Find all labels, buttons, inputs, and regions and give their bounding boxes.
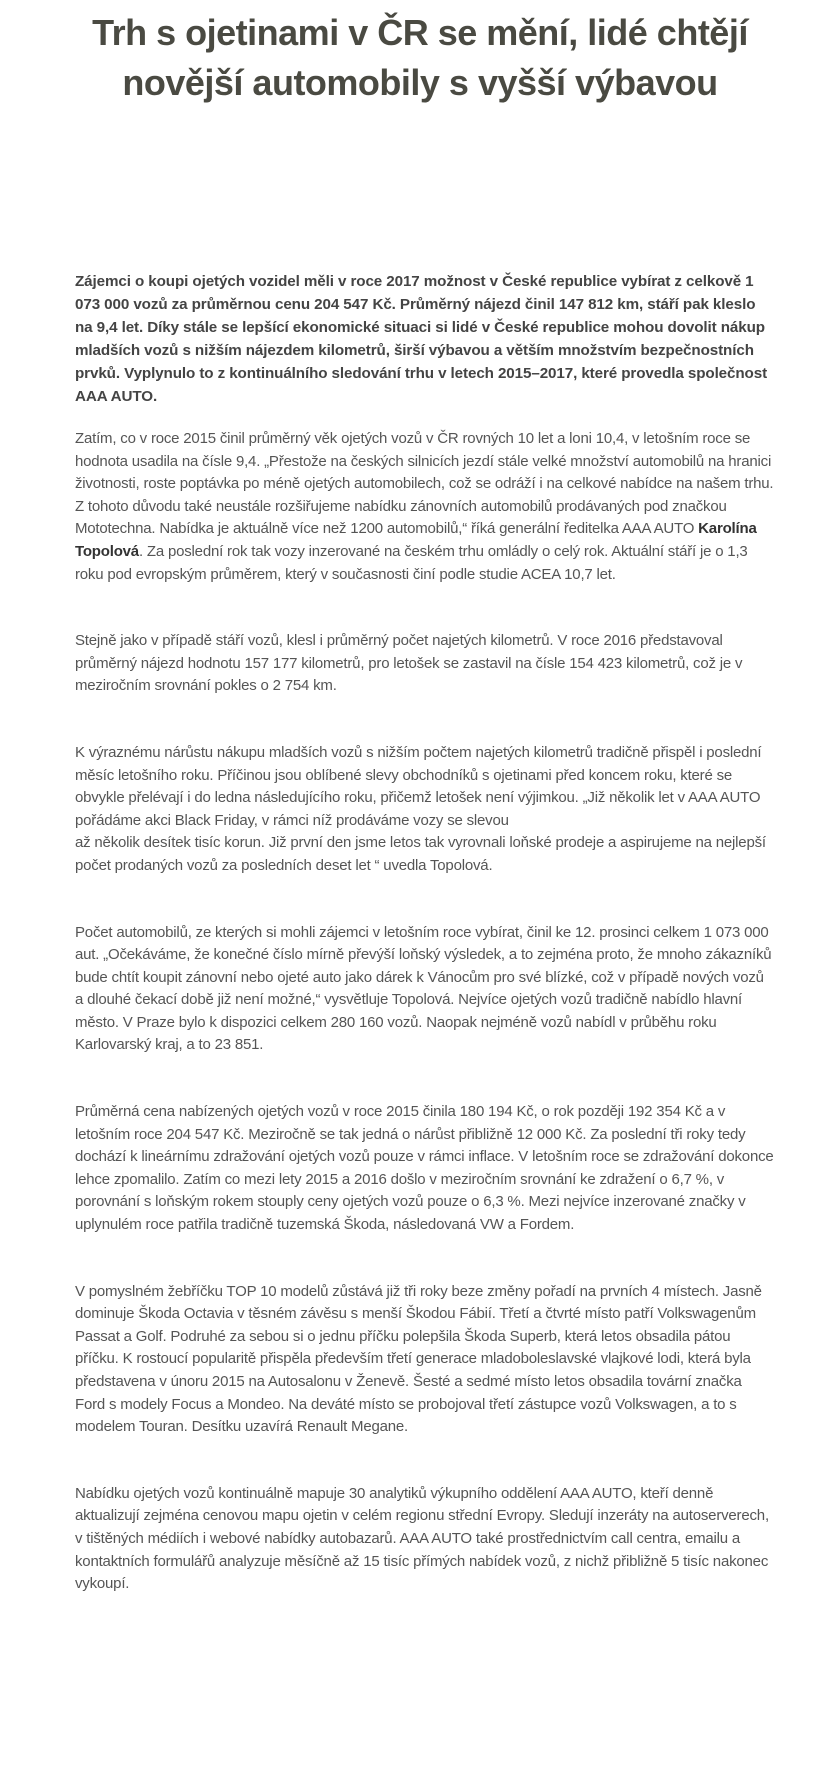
paragraph-prices: Průměrná cena nabízených ojetých vozů v roce 2015 činila 180 194 Kč, o rok později 192 354 Kč a v letošním roce 204 547 Kč. Meziročně se tak jedná o nárůst přibližně 12 000 Kč. Za poslední tři roky tedy dochází k lineárnímu zdražování ojetých vozů pouze v rámci inflace. V letošním roce se zdražování dokonce lehce zpomalilo. Zatím co mezi lety 2015 a 2016 došlo v meziročním srovnání ke zdražení o 6,7 %, v porovnání s loňským rokem stouply ceny ojetých vozů pouze o 6,3 %. Mezi nejvíce inzerované značky v uplynulém roce patřila tradičně tuzemská Škoda, následovaná VW a Fordem. xyxy=(75,1103,774,1234)
paragraph-analysts: Nabídku ojetých vozů kontinuálně mapuje 30 analytiků výkupního oddělení AAA AUTO, kteří denně aktualizují zejména cenovou mapu ojetin v celém regionu střední Evropy. Sledují inzeráty na autoserverech, v tištěných médiích i webové nabídky autobazarů. AAA AUTO také prostřednictvím call centra, emailu a kontaktních formulářů analyzuje měsíčně až 15 tisíc přímých nabídek vozů, z nichž přibližně 5 tisíc nakonec vykoupí. xyxy=(75,1484,769,1593)
paragraph-offer-count: Počet automobilů, ze kterých si mohli zájemci v letošním roce vybírat, činil ke 12. prosinci celkem 1 073 000 aut. „Očekáváme, že konečné číslo mírně převýší loňský výsledek, a to zejména proto, že mnoho zákazníků bude chtít koupit zánovní nebo ojeté auto jako dárek k Vánocům pro své blízké, což v případě nových vozů a dlouhé čekací době již není možné,“ vysvětluje Topolová. Nejvíce ojetých vozů tradičně nabídlo hlavní město. V Praze bylo k dispozici celkem 280 160 vozů. Naopak nejméně vozů nabídl v průběhu roku Karlovarský kraj, a to 23 851. xyxy=(75,923,772,1054)
paragraph-top-models: V pomyslném žebříčku TOP 10 modelů zůstává již tři roky beze změny pořadí na prvních 4 místech. Jasně dominuje Škoda Octavia v těsném závěsu s menší Škodou Fábií. Třetí a čtvrté místo patří Volkswagenům Passat a Golf. Podruhé za sebou si o jednu příčku polepšila Škoda Superb, která letos obsadila pátou příčku. K rostoucí popularitě přispěla především třetí generace mladoboleslavské vlajkové lodi, která byla představena v únoru 2015 na Autosalonu v Ženevě. Šesté a sedmé místo letos obsadila tovární značka Ford s modely Focus a Mondeo. Na deváté místo se probojoval třetí zástupce vozů Volkswagen, a to s modelem Touran. Desítku uzavírá Renault Megane. xyxy=(75,1282,762,1436)
paragraph-black-friday-text-b: až několik desítek tisíc korun. Již první den jsme letos tak vyrovnali loňské prodeje a aspirujeme na nejlepší počet prodaných vozů za posledních deset let “ uvedla Topolová. xyxy=(75,834,766,874)
person-name: Karolína Topolová xyxy=(75,520,757,560)
paragraph-black-friday xyxy=(75,742,775,878)
paragraph-age-text-b: . Za poslední rok tak vozy inzerované na českém trhu omládly o celý rok. Aktuální stáří je o 1,3 roku pod evropským průměrem, který v současnosti činí podle studie ACEA 10,7 let. xyxy=(75,542,748,583)
paragraph-mileage: Stejně jako v případě stáří vozů, klesl i průměrný počet najetých kilometrů. V roce 2016 představoval průměrný nájezd hodnotu 157 177 kilometrů, pro letošek se zastavil na čísle 154 423 kilometrů, což je v meziročním srovnání pokles o 2 754 km. xyxy=(75,632,743,695)
paragraph-black-friday-text-a: K výraznému nárůstu nákupu mladších vozů s nižším počtem najetých kilometrů tradičně přispěl i poslední měsíc letošního roku. Příčinou jsou oblíbené slevy obchodníků s ojetinami před koncem roku, které se obvykle přelévají i do ledna následujícího roku, přičemž letošek není výjimkou. „Již několik let v AAA AUTO pořádáme akci Black Friday, v rámci níž prodáváme vozy se slevou xyxy=(75,743,762,829)
article-body xyxy=(75,270,775,1596)
paragraph-age xyxy=(75,428,775,586)
paragraph-age-text-a: Zatím, co v roce 2015 činil průměrný věk ojetých vozů v ČR rovných 10 let a loni 10,4, v letošním roce se hodnota usadila na čísle 9,4. „Přestože na českých silnicích jezdí stále velké množství automobilů na hranici životnosti, roste poptávka po méně ojetých automobilech, což se odráží i na celkové nabídce na našem trhu. Z tohoto důvodu také neustále rozšiřujeme nabídku zánovních automobilů prodávaných pod značkou Mototechna. Nabídka je aktuálně více než 1200 automobilů,“ říká generální ředitelka AAA AUTO xyxy=(75,430,774,538)
article-title: Trh s ojetinami v ČR se mění, lidé chtějí novější automobily s vyšší výbavou xyxy=(92,12,748,103)
article-lead: Zájemci o koupi ojetých vozidel měli v roce 2017 možnost v České republice vybírat z celkově 1 073 000 vozů za průměrnou cenu 204 547 Kč. Průměrný nájezd činil 147 812 km, stáří pak kleslo na 9,4 let. Díky stále se lepšící ekonomické situaci si lidé v České republice mohou dovolit nákup mladších vozů s nižším nájezdem kilometrů, širší výbavou a větším množstvím bezpečnostních prvků. Vyplynulo to z kontinuálního sledování trhu v letech 2015–2017, které provedla společnost AAA AUTO. xyxy=(75,273,768,405)
